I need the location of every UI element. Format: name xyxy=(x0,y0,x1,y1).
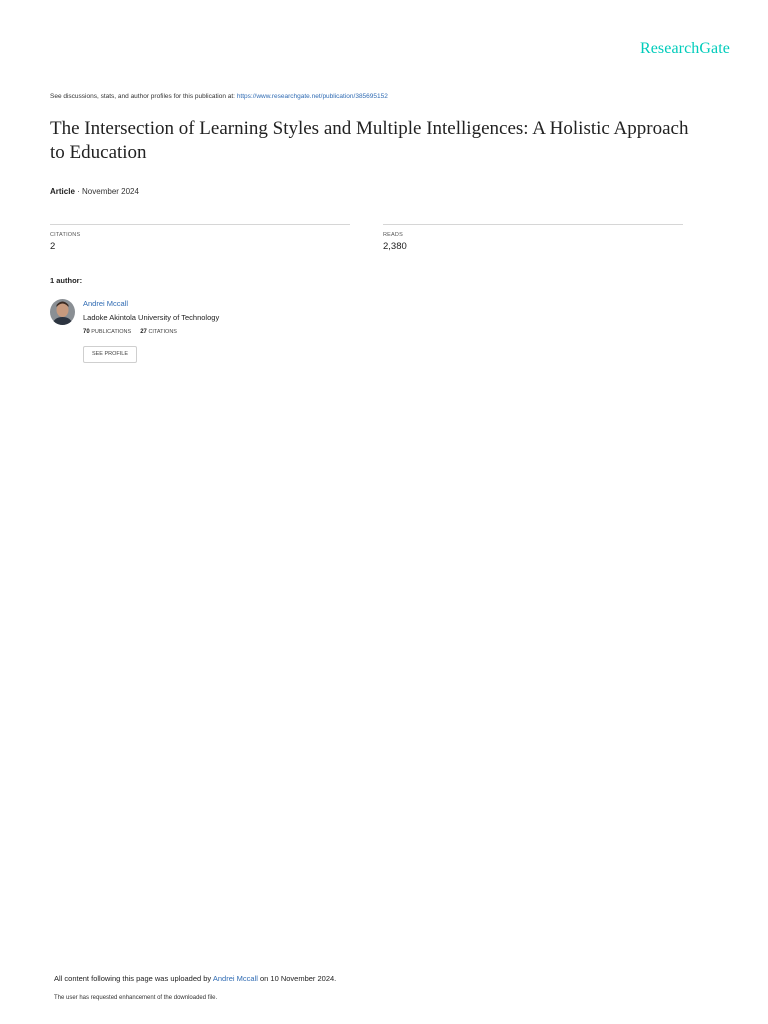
upload-suffix: on 10 November 2024. xyxy=(259,974,337,983)
reads-value: 2,380 xyxy=(383,241,407,252)
author-name-link[interactable]: Andrei Mccall xyxy=(83,299,129,308)
article-meta xyxy=(50,187,139,196)
citations-label: CITATIONS xyxy=(50,232,81,238)
authors-heading: 1 author: xyxy=(50,276,83,285)
author-citations-label: CITATIONS xyxy=(148,329,177,335)
avatar[interactable] xyxy=(50,299,75,325)
article-date: · November 2024 xyxy=(77,187,139,196)
upload-note xyxy=(54,974,336,983)
discussion-note xyxy=(50,93,388,100)
citations-stat xyxy=(50,224,350,252)
author-citations-count: 27 xyxy=(140,329,147,335)
uploader-link[interactable]: Andrei Mccall xyxy=(212,974,258,983)
reads-label: READS xyxy=(383,232,403,238)
author-stats xyxy=(83,329,177,335)
publications-label: PUBLICATIONS xyxy=(91,329,132,335)
discussion-text: See discussions, stats, and author profiles for this publication at: xyxy=(50,93,235,100)
author-photo-icon xyxy=(50,299,75,325)
publication-link[interactable]: https://www.researchgate.net/publication/385695152 xyxy=(236,93,388,100)
citations-value: 2 xyxy=(50,241,56,252)
article-title: The Intersection of Learning Styles and Multiple Intelligences: A Holistic Approach to Education xyxy=(50,118,689,163)
article-type: Article xyxy=(50,187,75,196)
enhancement-note: The user has requested enhancement of the downloaded file. xyxy=(54,995,218,1001)
reads-stat xyxy=(383,224,683,252)
publications-count: 70 xyxy=(83,329,90,335)
author-institution: Ladoke Akintola University of Technology xyxy=(83,313,220,322)
see-profile-button[interactable]: SEE PROFILE xyxy=(83,346,137,363)
researchgate-logo[interactable]: ResearchGate xyxy=(639,40,730,57)
upload-prefix: All content following this page was uploaded by xyxy=(54,974,212,983)
